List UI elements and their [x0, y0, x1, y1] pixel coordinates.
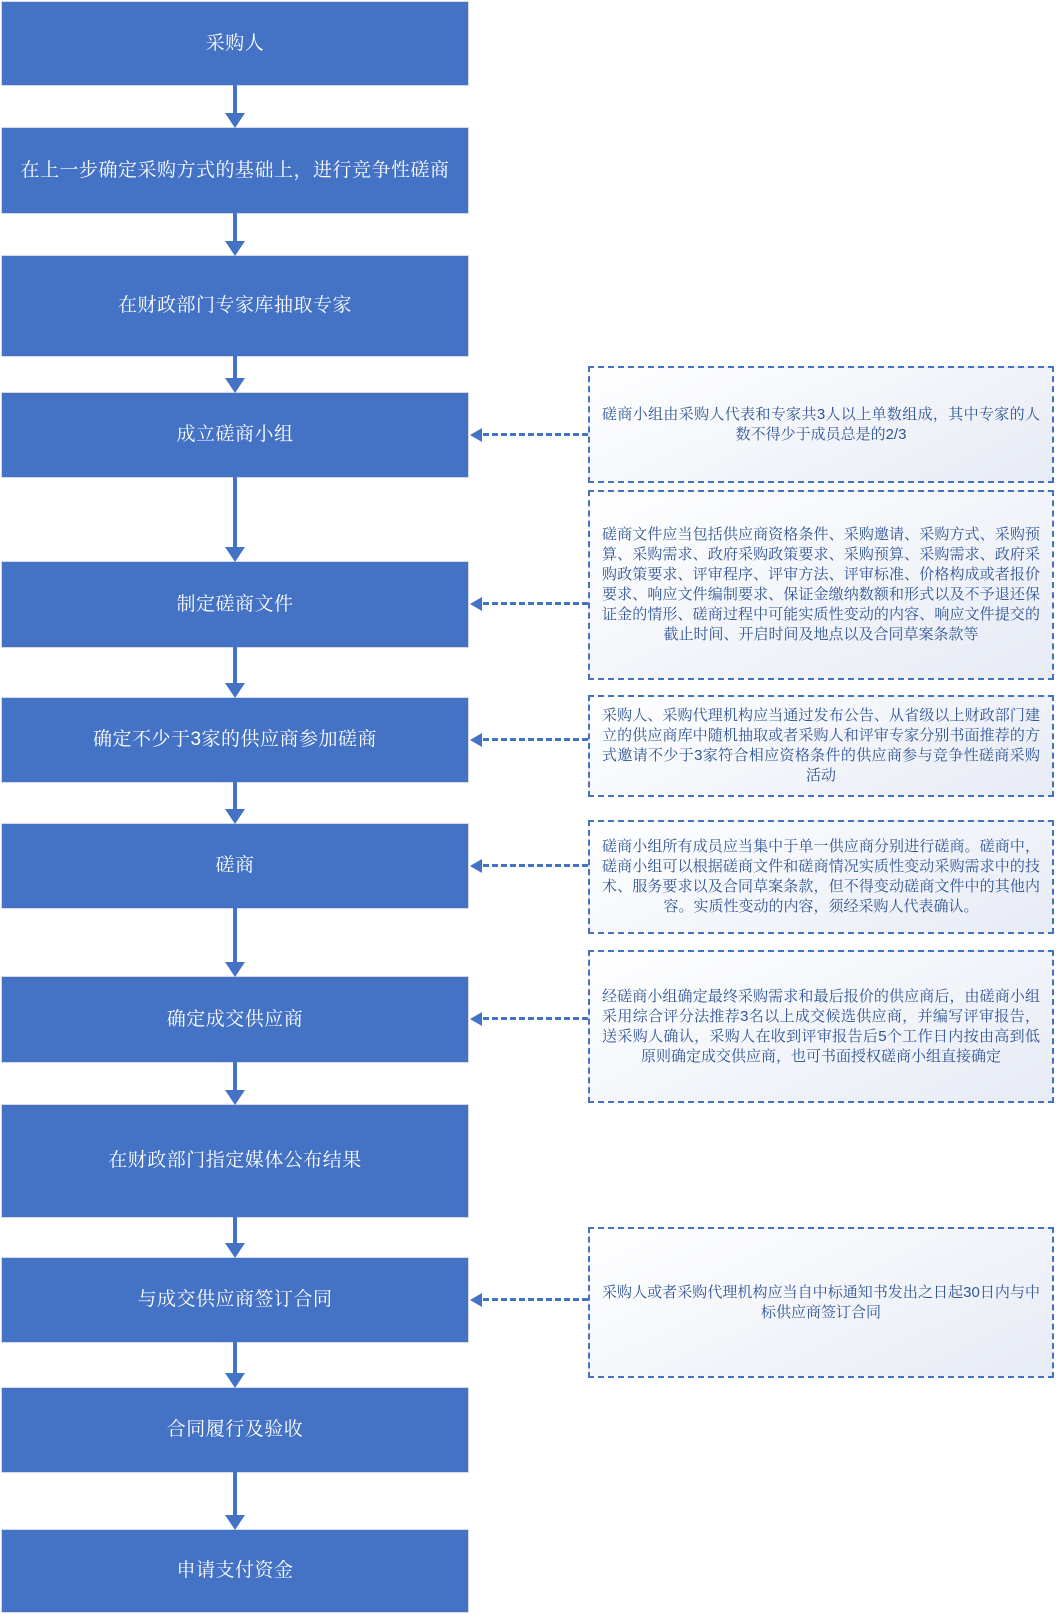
flow-step-12	[2, 1530, 468, 1612]
down-arrow-icon	[224, 782, 246, 824]
left-arrowhead-icon	[470, 1293, 482, 1307]
dashed-connector	[470, 426, 588, 444]
annotation-text: 磋商小组所有成员应当集中于单一供应商分别进行磋商。磋商中，磋商小组可以根据磋商文件和磋商情况实质性变动采购需求中的技术、服务要求以及合同草案条款，但不得变动磋商文件中的其他内容。实质性变动的内容，须经采购人代表确认。	[602, 838, 1040, 915]
annotation-box-4	[588, 820, 1054, 934]
step-label: 采购人	[205, 32, 265, 54]
step-label: 确定成交供应商	[166, 1008, 304, 1030]
down-arrow-icon	[224, 213, 246, 256]
down-arrow-icon	[224, 908, 246, 977]
dashed-connector	[470, 1291, 588, 1309]
flow-step-10	[2, 1258, 468, 1342]
annotation-box-2	[588, 490, 1054, 680]
flow-step-2	[2, 128, 468, 213]
down-arrow-icon	[224, 1472, 246, 1530]
step-label: 与成交供应商签订合同	[137, 1289, 333, 1310]
step-label: 确定不少于3家的供应商参加磋商	[92, 729, 378, 750]
dashed-connector	[470, 595, 588, 613]
dashed-connector	[470, 731, 588, 749]
step-label: 申请支付资金	[176, 1560, 294, 1581]
down-arrow-icon	[224, 647, 246, 698]
step-label: 在财政部门指定媒体公布结果	[108, 1150, 362, 1171]
down-arrow-icon	[224, 1062, 246, 1105]
step-label: 合同履行及验收	[166, 1419, 304, 1440]
annotation-text: 磋商文件应当包括供应商资格条件、采购邀请、采购方式、采购预算、采购需求、政府采购政策要求、采购预算、采购需求、政府采购政策要求、评审程序、评审方法、评审标准、价格构成或者报价要求、响应文件编制要求、保证金缴纳数额和形式以及不予退还保证金的情形、磋商过程中可能实质性变动的内容、响应文件提交的截止时间、开启时间及地点以及合同草案条款等	[602, 526, 1040, 643]
annotation-box-3	[588, 695, 1054, 797]
flow-step-5	[2, 562, 468, 647]
annotation-text: 采购人、采购代理机构应当通过发布公告、从省级以上财政部门建立的供应商库中随机抽取或者采购人和评审专家分别书面推荐的方式邀请不少于3家符合相应资格条件的供应商参与竞争性磋商采购活动	[602, 707, 1040, 784]
flow-step-9	[2, 1105, 468, 1217]
left-arrowhead-icon	[470, 859, 482, 873]
annotation-text: 磋商小组由采购人代表和专家共3人以上单数组成，其中专家的人数不得少于成员总是的2/3	[602, 405, 1040, 443]
annotation-box-5	[588, 950, 1054, 1103]
left-arrowhead-icon	[470, 733, 482, 747]
down-arrow-icon	[224, 477, 246, 562]
down-arrow-icon	[224, 356, 246, 393]
flow-step-3	[2, 256, 468, 356]
down-arrow-icon	[224, 85, 246, 128]
flow-step-7	[2, 824, 468, 908]
step-label: 成立磋商小组	[176, 424, 294, 445]
flow-step-6	[2, 698, 468, 782]
annotation-text: 采购人或者采购代理机构应当自中标通知书发出之日起30日内与中标供应商签订合同	[602, 1283, 1040, 1321]
left-arrowhead-icon	[470, 1012, 482, 1026]
flow-step-8	[2, 977, 468, 1062]
flow-step-11	[2, 1388, 468, 1472]
step-label: 在上一步确定采购方式的基础上，进行竞争性磋商	[20, 159, 450, 181]
down-arrow-icon	[224, 1342, 246, 1388]
annotation-box-6	[588, 1227, 1054, 1378]
annotation-text: 经磋商小组确定最终采购需求和最后报价的供应商后，由磋商小组采用综合评分法推荐3名以上成交候选供应商，并编写评审报告，送采购人确认，采购人在收到评审报告后5个工作日内按由高到低原则确定成交供应商，也可书面授权磋商小组直接确定	[602, 987, 1040, 1065]
step-label: 在财政部门专家库抽取专家	[117, 295, 352, 316]
flow-step-4	[2, 393, 468, 477]
down-arrow-icon	[224, 1217, 246, 1258]
step-label: 制定磋商文件	[176, 593, 294, 615]
annotation-box-1	[588, 366, 1054, 483]
dashed-connector	[470, 1010, 588, 1028]
step-label: 磋商	[215, 855, 255, 876]
dashed-connector	[470, 857, 588, 875]
left-arrowhead-icon	[470, 428, 482, 442]
flow-step-1	[2, 2, 468, 85]
left-arrowhead-icon	[470, 597, 482, 611]
